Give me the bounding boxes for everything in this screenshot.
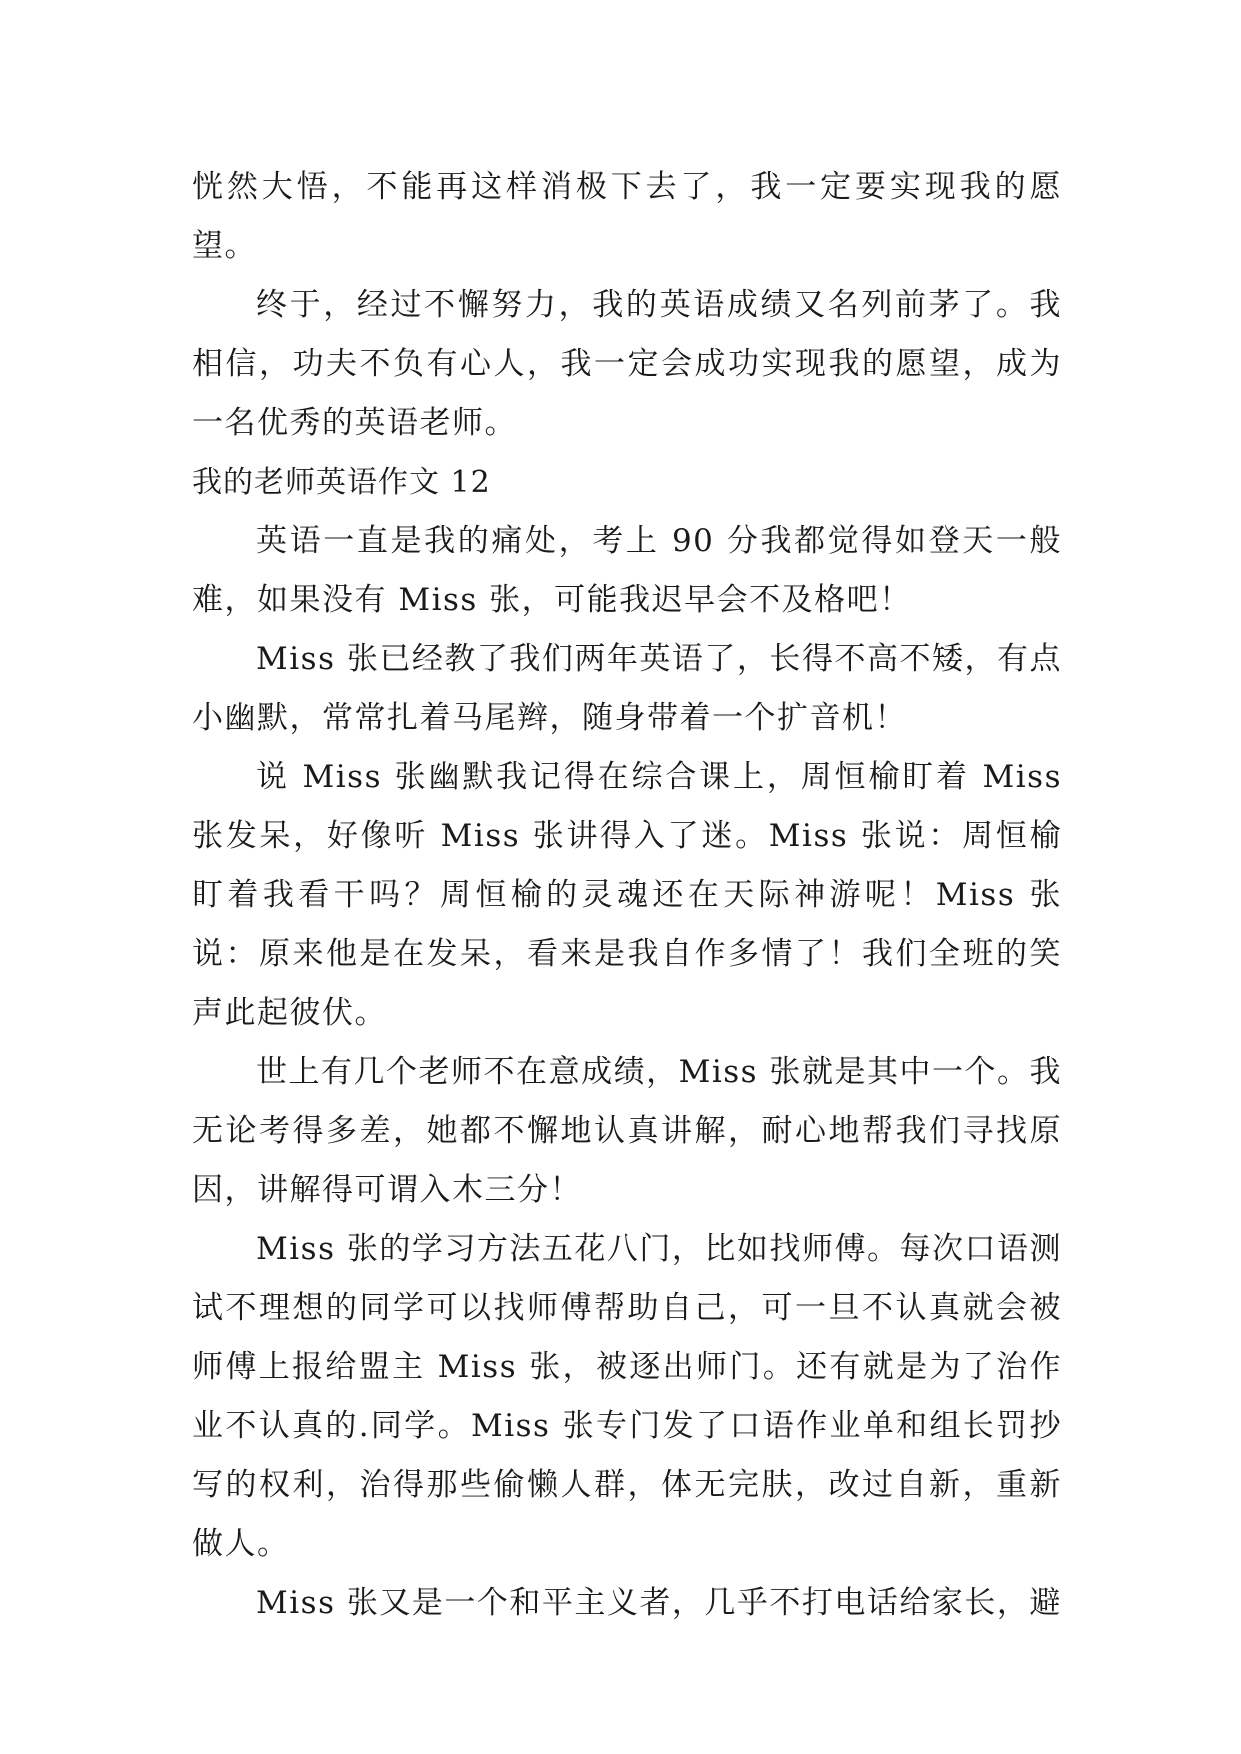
- paragraph-2: 终于，经过不懈努力，我的英语成绩又名列前茅了。我相信，功夫不负有心人，我一定会成功实现我的愿望，成为一名优秀的英语老师。: [192, 287, 1062, 441]
- essay-paragraph-1: 英语一直是我的痛处，考上 90 分我都觉得如登天一般难，如果没有 Miss 张，可能我迟早会不及格吧！: [192, 523, 1062, 618]
- essay-paragraph-3: 说 Miss 张幽默我记得在综合课上，周恒榆盯着 Miss 张发呆，好像听 Miss 张讲得入了迷。Miss 张说：周恒榆盯着我看干吗？周恒榆的灵魂还在天际神游呢！Miss 张说：原来他是在发呆，看来是我自作多情了！我们全班的笑声此起彼伏。: [192, 759, 1062, 1031]
- paragraph-1: 恍然大悟，不能再这样消极下去了，我一定要实现我的愿望。: [192, 169, 1062, 264]
- essay-paragraph-2: Miss 张已经教了我们两年英语了，长得不高不矮，有点小幽默，常常扎着马尾辫，随身带着一个扩音机！: [192, 641, 1062, 736]
- essay-paragraph-5: Miss 张的学习方法五花八门，比如找师傅。每次口语测试不理想的同学可以找师傅帮助自己，可一旦不认真就会被师傅上报给盟主 Miss 张，被逐出师门。还有就是为了治作业不认真的.同学。Miss 张专门发了口语作业单和组长罚抄写的权利，治得那些偷懒人群，体无完肤，改过自新，重新做人。: [192, 1231, 1062, 1562]
- essay-paragraph-6: Miss 张又是一个和平主义者，几乎不打电话给家长，避: [256, 1585, 1062, 1621]
- document-body: [192, 158, 1062, 1633]
- essay-paragraph-4: 世上有几个老师不在意成绩，Miss 张就是其中一个。我无论考得多差，她都不懈地认真讲解，耐心地帮我们寻找原因，讲解得可谓入木三分！: [192, 1054, 1062, 1208]
- essay-title: 我的老师英语作文 12: [192, 465, 491, 500]
